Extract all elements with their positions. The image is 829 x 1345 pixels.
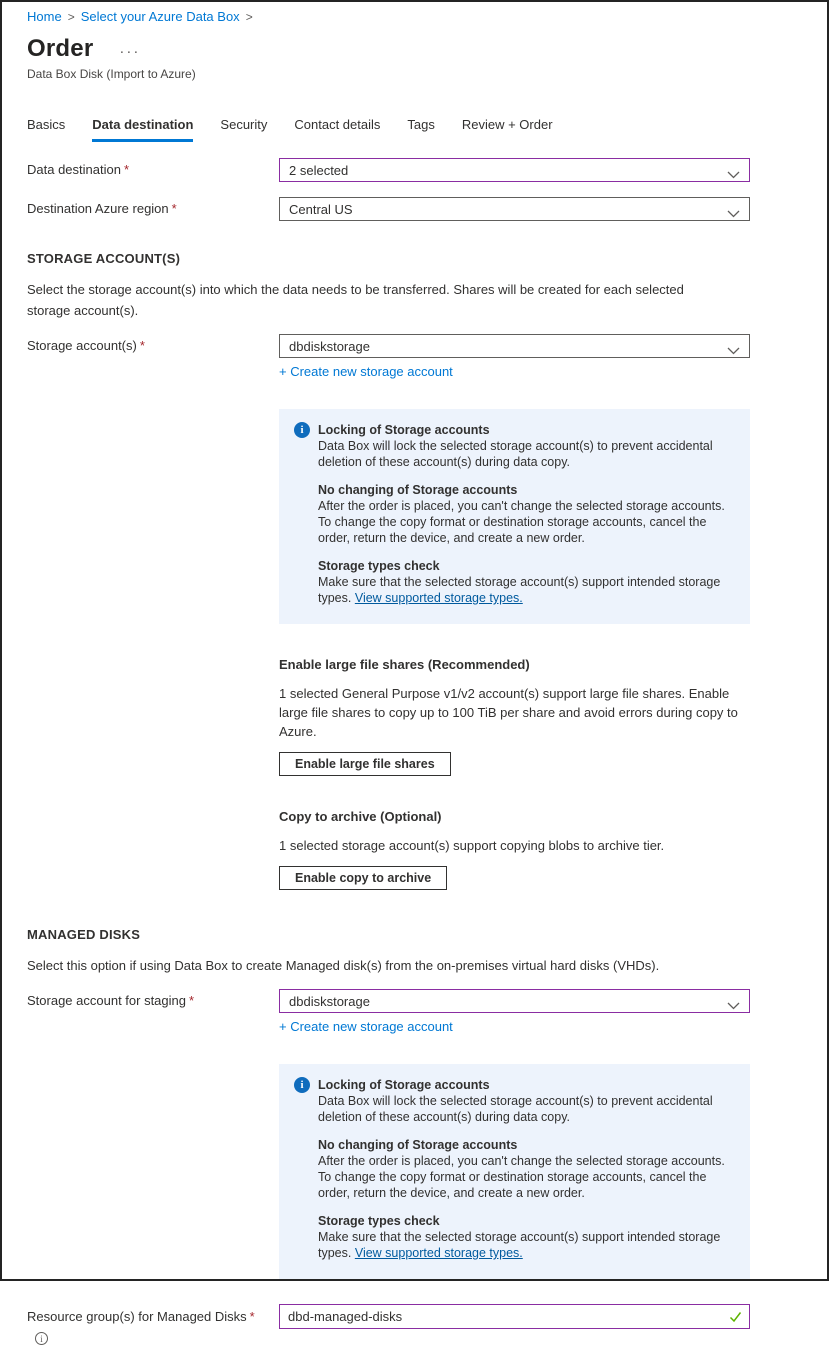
storage-accounts-heading: STORAGE ACCOUNT(S) bbox=[27, 251, 181, 266]
large-file-shares-heading: Enable large file shares (Recommended) bbox=[279, 657, 530, 672]
info-title-locking: Locking of Storage accounts bbox=[318, 1078, 490, 1092]
tab-contact-details[interactable]: Contact details bbox=[294, 117, 381, 132]
breadcrumb-home-link[interactable]: Home bbox=[27, 9, 62, 24]
destination-region-label: Destination Azure region * bbox=[27, 201, 177, 216]
staging-account-value: dbdiskstorage bbox=[289, 993, 370, 1009]
chevron-down-icon bbox=[727, 343, 740, 358]
create-new-staging-account-link[interactable]: + Create new storage account bbox=[279, 1019, 453, 1034]
info-body-no-changing: After the order is placed, you can't change the selected storage accounts. To change the copy format or destination storage accounts, cancel the order, return the device, and create a new order. bbox=[318, 1154, 725, 1200]
info-body-no-changing: After the order is placed, you can't change the selected storage accounts. To change the copy format or destination storage accounts, cancel the order, return the device, and create a new order. bbox=[318, 499, 725, 545]
large-file-shares-description: 1 selected General Purpose v1/v2 account(s) support large file shares. Enable large file shares to copy up to 100 TiB per share and avoid errors during copy to Azure. bbox=[279, 686, 738, 739]
breadcrumb bbox=[27, 9, 802, 24]
managed-disks-heading: MANAGED DISKS bbox=[27, 927, 141, 942]
tab-basics[interactable]: Basics bbox=[27, 117, 66, 132]
copy-to-archive-description: 1 selected storage account(s) support copying blobs to archive tier. bbox=[279, 838, 665, 853]
copy-to-archive-heading: Copy to archive (Optional) bbox=[279, 809, 442, 824]
tab-tags[interactable]: Tags bbox=[407, 117, 435, 132]
breadcrumb-separator: > bbox=[67, 9, 75, 24]
more-options-icon[interactable]: ··· bbox=[119, 43, 141, 60]
chevron-down-icon bbox=[727, 998, 740, 1013]
order-page bbox=[2, 9, 827, 1345]
resource-group-label: Resource group(s) for Managed Disks * bbox=[27, 1309, 255, 1324]
managed-disks-description: Select this option if using Data Box to create Managed disk(s) from the on-premises virtual hard disks (VHDs). bbox=[27, 958, 660, 973]
required-asterisk: * bbox=[189, 993, 195, 1008]
info-title-storage-types: Storage types check bbox=[318, 559, 440, 573]
view-supported-storage-types-link[interactable]: View supported storage types. bbox=[354, 1246, 523, 1260]
resource-group-input[interactable] bbox=[279, 1304, 750, 1329]
info-body-locking: Data Box will lock the selected storage account(s) to prevent accidental deletion of these account(s) during data copy. bbox=[318, 439, 713, 469]
view-supported-storage-types-link[interactable]: View supported storage types. bbox=[354, 591, 523, 605]
staging-info-box bbox=[279, 1064, 750, 1279]
destination-region-dropdown[interactable] bbox=[279, 197, 750, 221]
info-title-storage-types: Storage types check bbox=[318, 1214, 440, 1228]
staging-account-label: Storage account for staging * bbox=[27, 993, 195, 1008]
tab-security[interactable]: Security bbox=[220, 117, 268, 132]
storage-account-dropdown[interactable] bbox=[279, 334, 750, 358]
required-asterisk: * bbox=[249, 1309, 255, 1324]
tab-data-destination[interactable]: Data destination bbox=[92, 117, 193, 142]
data-destination-label: Data destination * bbox=[27, 162, 130, 177]
chevron-down-icon bbox=[727, 206, 740, 221]
storage-account-label: Storage account(s) * bbox=[27, 338, 145, 353]
storage-account-value: dbdiskstorage bbox=[289, 338, 370, 354]
info-icon: i bbox=[294, 422, 310, 438]
data-destination-dropdown[interactable] bbox=[279, 158, 750, 182]
info-body-locking: Data Box will lock the selected storage account(s) to prevent accidental deletion of these account(s) during data copy. bbox=[318, 1094, 713, 1124]
info-title-locking: Locking of Storage accounts bbox=[318, 423, 490, 437]
data-destination-value: 2 selected bbox=[289, 162, 349, 178]
enable-large-file-shares-button[interactable]: Enable large file shares bbox=[279, 752, 451, 776]
storage-info-box bbox=[279, 409, 750, 624]
page-subtitle: Data Box Disk (Import to Azure) bbox=[27, 67, 196, 81]
required-asterisk: * bbox=[171, 201, 177, 216]
valid-check-icon bbox=[729, 1310, 742, 1328]
tab-review-order[interactable]: Review + Order bbox=[461, 117, 553, 132]
tab-bar bbox=[27, 117, 802, 142]
storage-accounts-description: Select the storage account(s) into which the data needs to be transferred. Shares will be created for each selected storage account(s). bbox=[27, 282, 684, 318]
info-title-no-changing: No changing of Storage accounts bbox=[318, 1138, 518, 1152]
info-icon: i bbox=[294, 1077, 310, 1093]
required-asterisk: * bbox=[123, 162, 130, 177]
info-outline-icon[interactable]: i bbox=[35, 1332, 48, 1345]
info-body-storage-types: Make sure that the selected storage account(s) support intended storage types. View supported storage types. bbox=[318, 575, 721, 605]
enable-copy-to-archive-button[interactable]: Enable copy to archive bbox=[279, 866, 447, 890]
info-title-no-changing: No changing of Storage accounts bbox=[318, 483, 518, 497]
info-body-storage-types: Make sure that the selected storage account(s) support intended storage types. View supported storage types. bbox=[318, 1230, 721, 1260]
create-new-storage-account-link[interactable]: + Create new storage account bbox=[279, 364, 453, 379]
breadcrumb-select-databox-link[interactable]: Select your Azure Data Box bbox=[80, 9, 240, 24]
destination-region-value: Central US bbox=[289, 201, 353, 217]
staging-account-dropdown[interactable] bbox=[279, 989, 750, 1013]
page-title: Order bbox=[27, 35, 94, 62]
breadcrumb-separator: > bbox=[245, 9, 253, 24]
chevron-down-icon bbox=[727, 167, 740, 182]
required-asterisk: * bbox=[139, 338, 145, 353]
